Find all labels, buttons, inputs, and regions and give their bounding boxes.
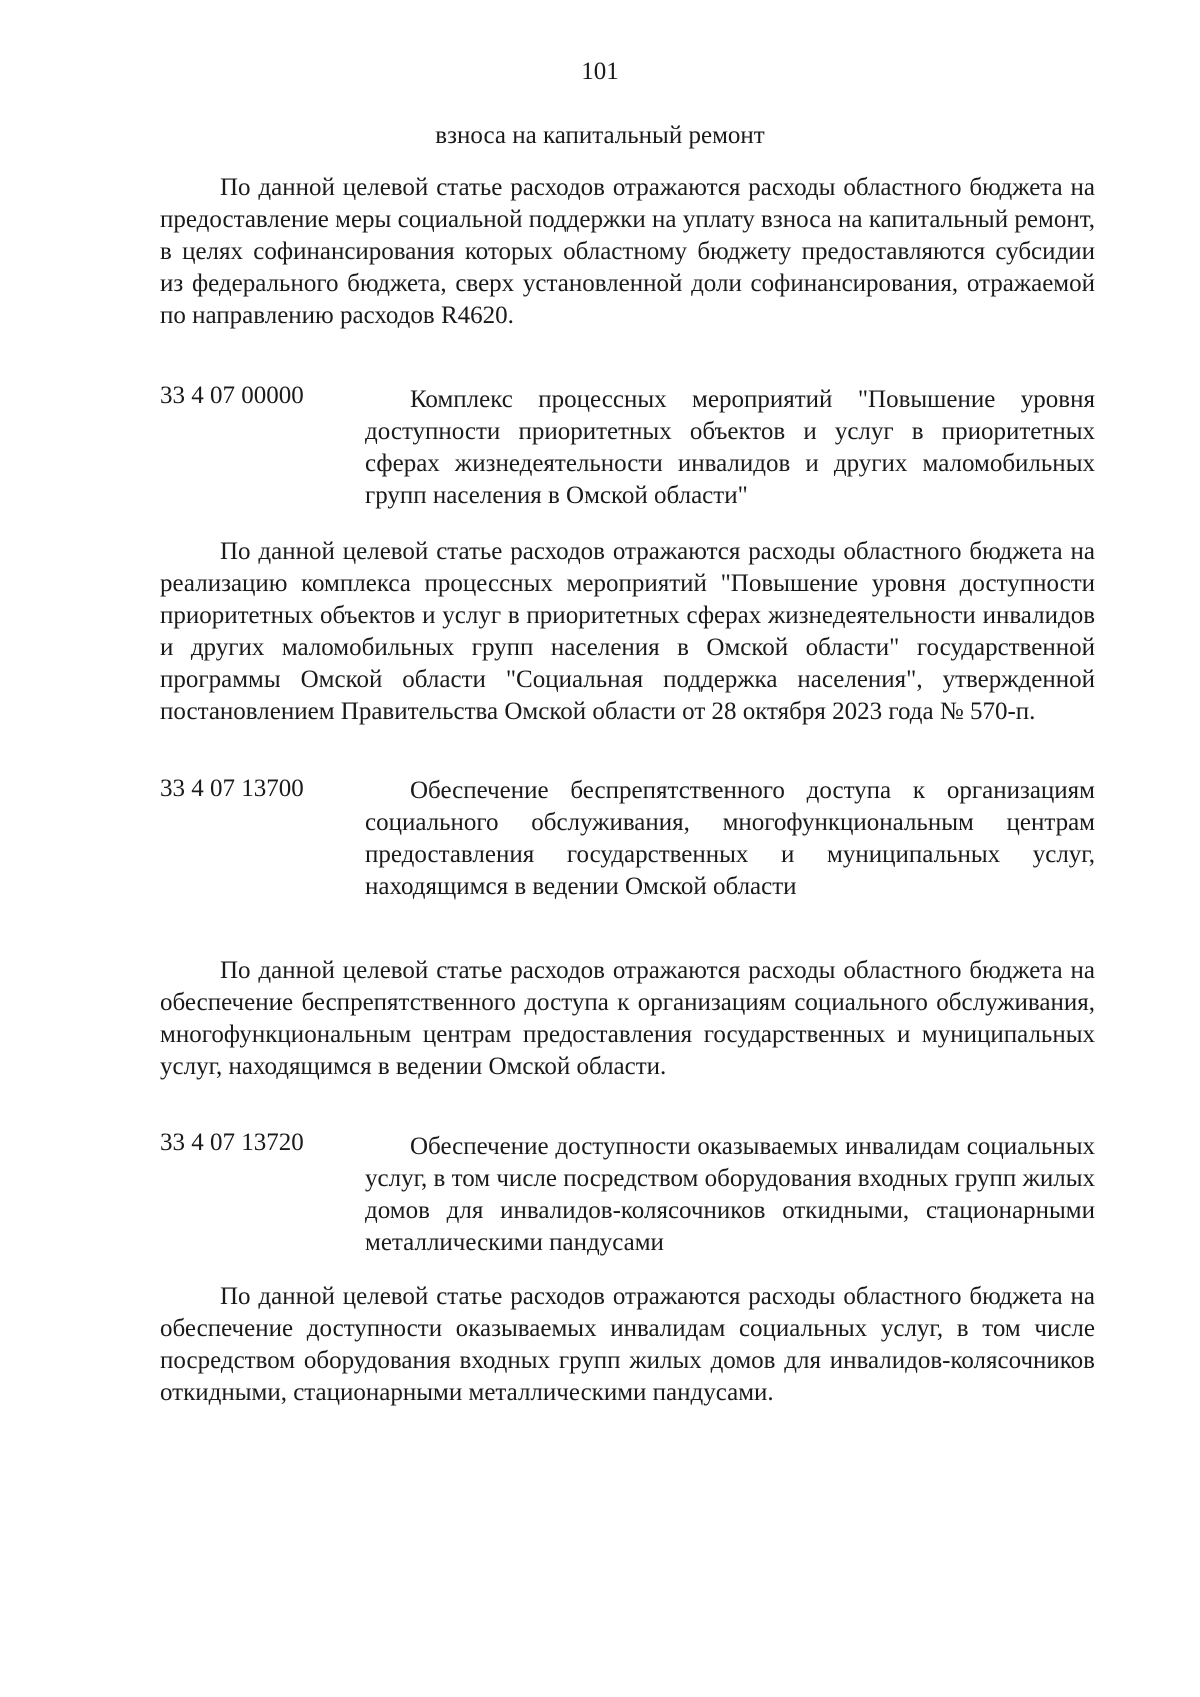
continued-heading: взноса на капитальный ремонт — [435, 122, 765, 149]
entry-code: 33 4 07 13700 — [160, 775, 304, 802]
entry-title: Обеспечение доступности оказываемых инвалидам социальных услуг, в том числе посредством оборудования входных групп жилых домов для инвалидов-колясочников откидными, стационарными металлическими пандусами — [365, 1133, 1095, 1256]
page-number: 101 — [581, 58, 619, 85]
entry-title: Комплекс процессных мероприятий "Повышение уровня доступности приоритетных объектов и услуг в приоритетных сферах жизнедеятельности инвалидов и других маломобильных групп населения в Омской области" — [365, 386, 1095, 509]
paragraph-unobstructed-access: По данной целевой статье расходов отражаются расходы областного бюджета на обеспечение беспрепятственного доступа к организациям социального обслуживания, многофункциональным центрам предоставления государственных и муниципальных услуг, находящимся в ведении Омской области. — [160, 957, 1095, 1080]
paragraph-capital-repair: По данной целевой статье расходов отражаются расходы областного бюджета на предоставление меры социальной поддержки на уплату взноса на капитальный ремонт, в целях софинансирования которых областному бюджету предоставляются субсидии из федерального бюджета, сверх установленной доли софинансирования, отражаемой по направлению расходов R4620. — [160, 174, 1095, 329]
entry-code: 33 4 07 00000 — [160, 382, 304, 409]
entry-code: 33 4 07 13720 — [160, 1129, 304, 1156]
entry-title: Обеспечение беспрепятственного доступа к организациям социального обслуживания, многофункциональным центрам предоставления государственных и муниципальных услуг, находящимся в ведении Омской области — [365, 777, 1095, 900]
paragraph-accessibility-services: По данной целевой статье расходов отражаются расходы областного бюджета на обеспечение доступности оказываемых инвалидам социальных услуг, в том числе посредством оборудования входных групп жилых домов для инвалидов-колясочников откидными, стационарными металлическими пандусами. — [160, 1283, 1095, 1406]
paragraph-complex-measures: По данной целевой статье расходов отражаются расходы областного бюджета на реализацию комплекса процессных мероприятий "Повышение уровня доступности приоритетных объектов и услуг в приоритетных сферах жизнедеятельности инвалидов и других маломобильных групп населения в Омской области" государственной программы Омской области "Социальная поддержка населения", утвержденной постановлением Правительства Омской области от 28 октября 2023 года № 570-п. — [160, 538, 1095, 725]
